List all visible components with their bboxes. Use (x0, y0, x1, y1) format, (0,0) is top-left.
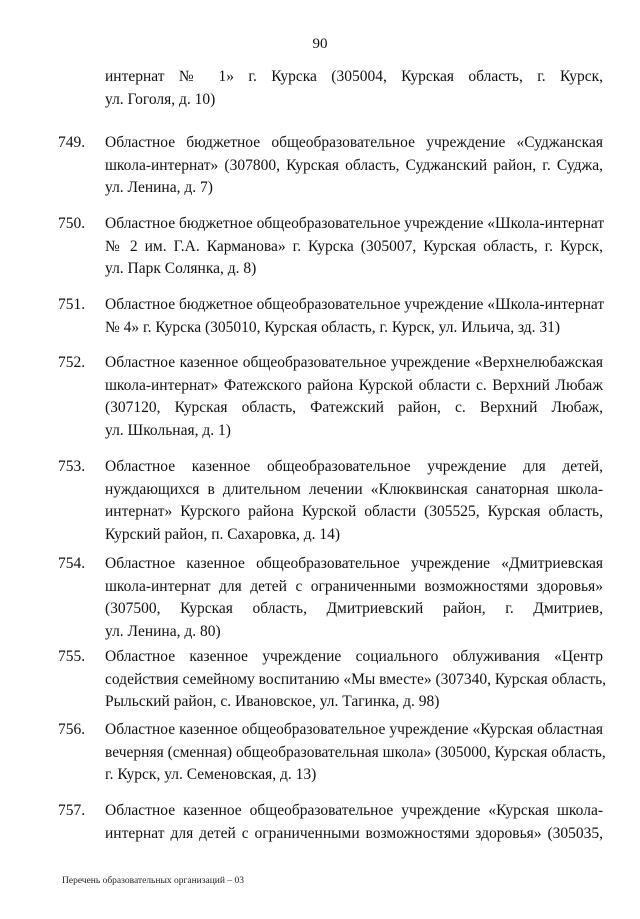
entry-number: 754. (58, 555, 86, 572)
entry-number: 751. (58, 296, 86, 313)
entry-text-line: Областное казенное общеобразовательное учреждение «Курская областная (105, 721, 603, 738)
list-item (0, 553, 640, 643)
entry-text-line: ул. Школьная, д. 1) (105, 421, 231, 439)
entry-number: 750. (58, 215, 86, 232)
entry-text-line: ул. Ленина, д. 7) (105, 179, 213, 197)
page-footer: Перечень образовательных организаций – 03 (62, 876, 244, 886)
page-number: 90 (312, 36, 328, 52)
entry-text (105, 132, 603, 200)
entry-text-line: школа-интернат» (307800, Курская область, Суджанский район, г. Суджа, (105, 156, 603, 174)
entry-text (105, 66, 603, 111)
entry-number: 757. (58, 802, 86, 819)
entry-text-line: вечерняя (сменная) общеобразовательная школа» (305000, Курская область, (105, 743, 606, 761)
entry-text (105, 553, 603, 643)
entry-number: 752. (58, 354, 86, 371)
entry-text (105, 800, 603, 845)
entry-text-line: нуждающихся в длительном лечении «Клюквинская санаторная школа- (105, 480, 603, 498)
entry-text (105, 719, 606, 787)
entry-text-line: № 4» г. Курска (305010, Курская область, г. Курск, ул. Ильича, зд. 31) (105, 318, 561, 336)
entry-number: 753. (58, 458, 86, 475)
entry-text-line: Областное казенное учреждение социального облуживания «Центр (105, 648, 603, 665)
entry-number: 755. (58, 648, 86, 665)
entry-text-line: Областное бюджетное общеобразовательное учреждение «Суджанская (105, 134, 603, 151)
entry-text-line: интернат № 1» г. Курска (305004, Курская область, г. Курск, (105, 68, 603, 85)
entry-text-line: интернат» Курского района Курской области (305525, Курская область, (105, 503, 603, 521)
entry-text-line: (307500, Курская область, Дмитриевский район, г. Дмитриев, (105, 600, 603, 618)
list-item (0, 294, 640, 339)
entry-text-line: (307120, Курская область, Фатежский район, с. Верхний Любаж, (105, 399, 603, 417)
list-item (0, 352, 640, 442)
list-item (0, 646, 640, 714)
entry-text-line: Областное казенное общеобразовательное учреждение для детей, (105, 458, 603, 475)
entry-text-line: ул. Ленина, д. 80) (105, 622, 221, 640)
list-item (0, 213, 640, 281)
entry-text-line: Областное казенное общеобразовательное учреждение «Курская школа- (105, 802, 603, 819)
entry-text-line: ул. Гоголя, д. 10) (105, 90, 216, 108)
entry-text-line: г. Курск, ул. Семеновская, д. 13) (105, 766, 317, 784)
list-item (0, 456, 640, 546)
list-item (0, 66, 640, 111)
entry-text-line: № 2 им. Г.А. Карманова» г. Курска (305007, Курская область, г. Курск, (105, 237, 603, 255)
entry-number: 756. (58, 721, 86, 738)
entry-text (105, 294, 603, 339)
entry-text-line: школа-интернат для детей с ограниченными возможностями здоровья» (105, 577, 603, 595)
list-item (0, 132, 640, 200)
entry-text (105, 352, 603, 442)
entry-text (105, 213, 603, 281)
entry-text (105, 646, 607, 714)
entry-text-line: ул. Парк Солянка, д. 8) (105, 260, 257, 278)
entry-text-line: Курский район, п. Сахаровка, д. 14) (105, 525, 340, 543)
entry-text-line: Областное казенное общеобразовательное учреждение «Верхнелюбажская (105, 354, 603, 371)
entry-number: 749. (58, 134, 86, 151)
entry-text-line: Рыльский район, с. Ивановское, ул. Тагинка, д. 98) (105, 693, 440, 711)
entry-text (105, 456, 603, 546)
entry-text-line: Областное бюджетное общеобразовательное учреждение «Школа-интернат (105, 215, 605, 232)
entry-text-line: интернат для детей с ограниченными возможностями здоровья» (305035, (105, 824, 603, 842)
entry-text-line: Областное казенное общеобразовательное учреждение «Дмитриевская (105, 555, 603, 572)
entry-text-line: школа-интернат» Фатежского района Курской области с. Верхний Любаж (105, 376, 603, 394)
list-item (0, 800, 640, 845)
entry-text-line: содействия семейному воспитанию «Мы вместе» (307340, Курская область, (105, 670, 607, 688)
entry-text-line: Областное бюджетное общеобразовательное учреждение «Школа-интернат (105, 296, 605, 313)
list-item (0, 719, 640, 787)
